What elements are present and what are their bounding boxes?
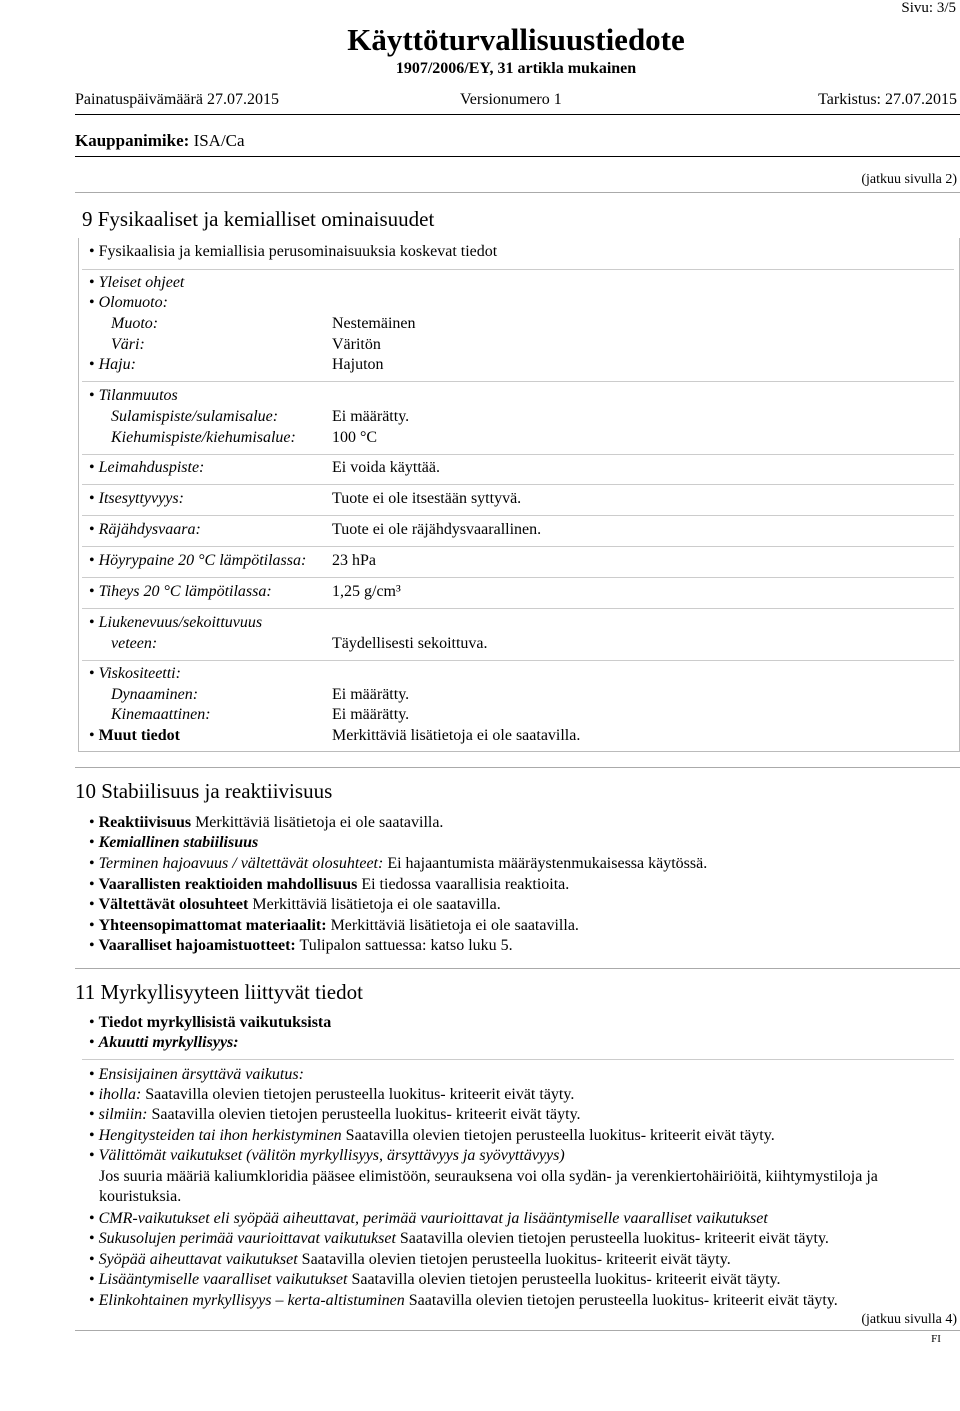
sensitisation-line: [89, 1127, 775, 1145]
row-divider: [82, 577, 954, 578]
thermal-decomposition-line: [89, 855, 707, 873]
conditions-to-avoid-line: [89, 896, 501, 914]
skin-label: iholla:: [98, 1086, 142, 1103]
print-date: Painatuspäivämäärä 27.07.2015: [75, 91, 279, 108]
carcinogenicity-value: Saatavilla olevien tietojen perusteella luokitus- kriteerit eivät täyty.: [301, 1251, 731, 1268]
basic-properties-heading: • Fysikaalisia ja kemiallisia perusominaisuuksia koskevat tiedot: [89, 243, 497, 261]
row-divider: [82, 454, 954, 455]
acute-toxicity-label: • Akuutti myrkyllisyys:: [89, 1034, 239, 1052]
carcinogenicity-line: [89, 1251, 731, 1269]
melting-point-label: Sulamispiste/sulamisalue:: [111, 408, 279, 425]
hazardous-decomposition-value: Tulipalon sattuessa: katso luku 5.: [299, 937, 513, 954]
color-value: Väritön: [332, 336, 381, 353]
other-info-value: Merkittäviä lisätietoja ei ole saatavilla.: [332, 727, 581, 744]
stot-single-value: Saatavilla olevien tietojen perusteella luokitus- kriteerit eivät täyty.: [408, 1292, 838, 1309]
shape-value: Nestemäinen: [332, 315, 416, 332]
row-divider: [82, 608, 954, 609]
hazardous-decomposition-line: [89, 937, 513, 955]
boiling-point-label: Kiehumispiste/kiehumisalue:: [111, 429, 296, 446]
primary-irritant-label: • Ensisijainen ärsyttävä vaikutus:: [89, 1066, 304, 1084]
section-divider: [75, 968, 960, 969]
section-divider: [75, 767, 960, 768]
odor-value: Hajuton: [332, 356, 384, 373]
continued-from-note: (jatkuu sivulla 2): [861, 172, 957, 187]
conditions-to-avoid-label: Vältettävät olosuhteet: [98, 896, 249, 913]
solubility-label: • Liukenevuus/sekoittuvuus: [89, 614, 262, 632]
stot-single-label: Elinkohtainen myrkyllisyys – kerta-altistuminen: [98, 1292, 405, 1309]
continued-to-note: (jatkuu sivulla 4): [861, 1312, 957, 1327]
other-info-label: • Muut tiedot: [89, 727, 180, 745]
eye-value: Saatavilla olevien tietojen perusteella luokitus- kriteerit eivät täyty.: [151, 1106, 581, 1123]
document-subtitle: 1907/2006/EY, 31 artikla mukainen: [395, 60, 637, 77]
section-9-title: 9 Fysikaaliset ja kemialliset ominaisuudet: [82, 207, 435, 231]
section-10-title: 10 Stabiilisuus ja reaktiivisuus: [75, 779, 333, 803]
density-label: • Tiheys 20 °C lämpötilassa:: [89, 583, 272, 601]
version-number: Versionumero 1: [460, 91, 562, 108]
hazardous-decomposition-label: Vaaralliset hajoamistuotteet:: [98, 937, 296, 954]
general-info-label: • Yleiset ohjeet: [89, 274, 184, 292]
immediate-effects-value: Jos suuria määriä kaliumkloridia pääsee elimistöön, seurauksena voi olla sydän- ja verenkiertohäiriöitä, kiihtymystiloja ja kouristuksia.: [99, 1168, 878, 1205]
explosion-hazard-label: • Räjähdysvaara:: [89, 521, 201, 539]
sensitisation-label: Hengitysteiden tai ihon herkistyminen: [98, 1127, 342, 1144]
trade-name-label: Kauppanimike:: [75, 131, 190, 150]
hazardous-reactions-line: [89, 876, 569, 894]
reactivity-value: Merkittäviä lisätietoja ei ole saatavilla.: [195, 814, 444, 831]
eye-label: silmiin:: [98, 1106, 148, 1123]
self-ignition-label: • Itsesyttyvyys:: [89, 490, 184, 508]
reactivity-line: [89, 814, 443, 832]
incompatible-materials-label: Yhteensopimattomat materiaalit:: [98, 917, 327, 934]
row-divider: [82, 546, 954, 547]
cmr-effects-label: • CMR-vaikutukset eli syöpää aiheuttavat, perimää vaurioittavat ja lisääntymiselle vaaralliset vaikutukset: [89, 1210, 768, 1228]
boiling-point-value: 100 °C: [332, 429, 378, 446]
self-ignition-value: Tuote ei ole itsestään syttyvä.: [332, 490, 522, 507]
page-number: Sivu: 3/5: [901, 0, 956, 16]
trade-name-value: ISA/Ca: [193, 131, 245, 150]
carcinogenicity-label: Syöpää aiheuttavat vaikutukset: [98, 1251, 298, 1268]
dynamic-viscosity-value: Ei määrätty.: [332, 686, 410, 703]
trade-name: [75, 131, 245, 151]
toxic-effects-heading: • Tiedot myrkyllisistä vaikutuksista: [89, 1014, 331, 1032]
stot-single-line: [89, 1292, 838, 1310]
vapor-pressure-label: • Höyrypaine 20 °C lämpötilassa:: [89, 552, 306, 570]
row-divider: [82, 269, 954, 270]
water-solubility-value: Täydellisesti sekoittuva.: [332, 635, 488, 652]
conditions-to-avoid-value: Merkittäviä lisätietoja ei ole saatavilla.: [252, 896, 501, 913]
skin-line: [89, 1086, 574, 1104]
color-label: Väri:: [111, 336, 145, 353]
section-11-title: 11 Myrkyllisyyteen liittyvät tiedot: [75, 980, 363, 1004]
footer-divider: [75, 1330, 960, 1331]
odor-label: • Haju:: [89, 356, 136, 374]
reproductive-toxicity-value: Saatavilla olevien tietojen perusteella luokitus- kriteerit eivät täyty.: [351, 1271, 781, 1288]
review-date: Tarkistus: 27.07.2015: [818, 91, 957, 108]
density-value: 1,25 g/cm³: [332, 583, 401, 600]
reproductive-toxicity-label: Lisääntymiselle vaaralliset vaikutukset: [98, 1271, 348, 1288]
shape-label: Muoto:: [111, 315, 159, 332]
kinematic-viscosity-label: Kinemaattinen:: [111, 706, 211, 723]
language-code: FI: [931, 1333, 941, 1345]
reactivity-label: Reaktiivisuus: [98, 814, 192, 831]
vapor-pressure-value: 23 hPa: [332, 552, 376, 569]
reproductive-toxicity-line: [89, 1271, 781, 1289]
trade-divider: [75, 156, 960, 157]
kinematic-viscosity-value: Ei määrätty.: [332, 706, 410, 723]
mutagenicity-value: Saatavilla olevien tietojen perusteella luokitus- kriteerit eivät täyty.: [399, 1230, 829, 1247]
skin-value: Saatavilla olevien tietojen perusteella luokitus- kriteerit eivät täyty.: [145, 1086, 575, 1103]
thermal-decomposition-label: Terminen hajoavuus / vältettävät olosuhteet:: [98, 855, 384, 872]
water-solubility-label: veteen:: [111, 635, 158, 652]
chemical-stability-label: • Kemiallinen stabiilisuus: [89, 834, 258, 852]
header-divider: [75, 114, 960, 115]
row-divider: [82, 484, 954, 485]
mutagenicity-line: [89, 1230, 829, 1248]
thermal-decomposition-value: Ei hajaantumista määräystenmukaisessa käytössä.: [387, 855, 708, 872]
explosion-hazard-value: Tuote ei ole räjähdysvaarallinen.: [332, 521, 542, 538]
form-label: • Olomuoto:: [89, 294, 168, 312]
sensitisation-value: Saatavilla olevien tietojen perusteella luokitus- kriteerit eivät täyty.: [345, 1127, 775, 1144]
state-change-label: • Tilanmuutos: [89, 387, 178, 405]
hazardous-reactions-value: Ei tiedossa vaarallisia reaktioita.: [361, 876, 570, 893]
row-divider: [82, 515, 954, 516]
flash-point-label: • Leimahduspiste:: [89, 459, 204, 477]
row-divider: [82, 381, 954, 382]
section-divider: [75, 192, 960, 193]
incompatible-materials-value: Merkittäviä lisätietoja ei ole saatavilla.: [330, 917, 579, 934]
hazardous-reactions-label: Vaarallisten reaktioiden mahdollisuus: [98, 876, 358, 893]
melting-point-value: Ei määrätty.: [332, 408, 410, 425]
dynamic-viscosity-label: Dynaaminen:: [111, 686, 199, 703]
viscosity-label: • Viskositeetti:: [89, 665, 181, 683]
row-divider: [82, 660, 954, 661]
flash-point-value: Ei voida käyttää.: [332, 459, 440, 476]
mutagenicity-label: Sukusolujen perimää vaurioittavat vaikutukset: [98, 1230, 396, 1247]
incompatible-materials-line: [89, 917, 579, 935]
immediate-effects-label: • Välittömät vaikutukset (välitön myrkyllisyys, ärsyttävyys ja syövyttävyys): [89, 1147, 565, 1165]
row-divider: [82, 1059, 954, 1060]
eye-line: [89, 1106, 581, 1124]
document-title: Käyttöturvallisuustiedote: [347, 22, 685, 57]
